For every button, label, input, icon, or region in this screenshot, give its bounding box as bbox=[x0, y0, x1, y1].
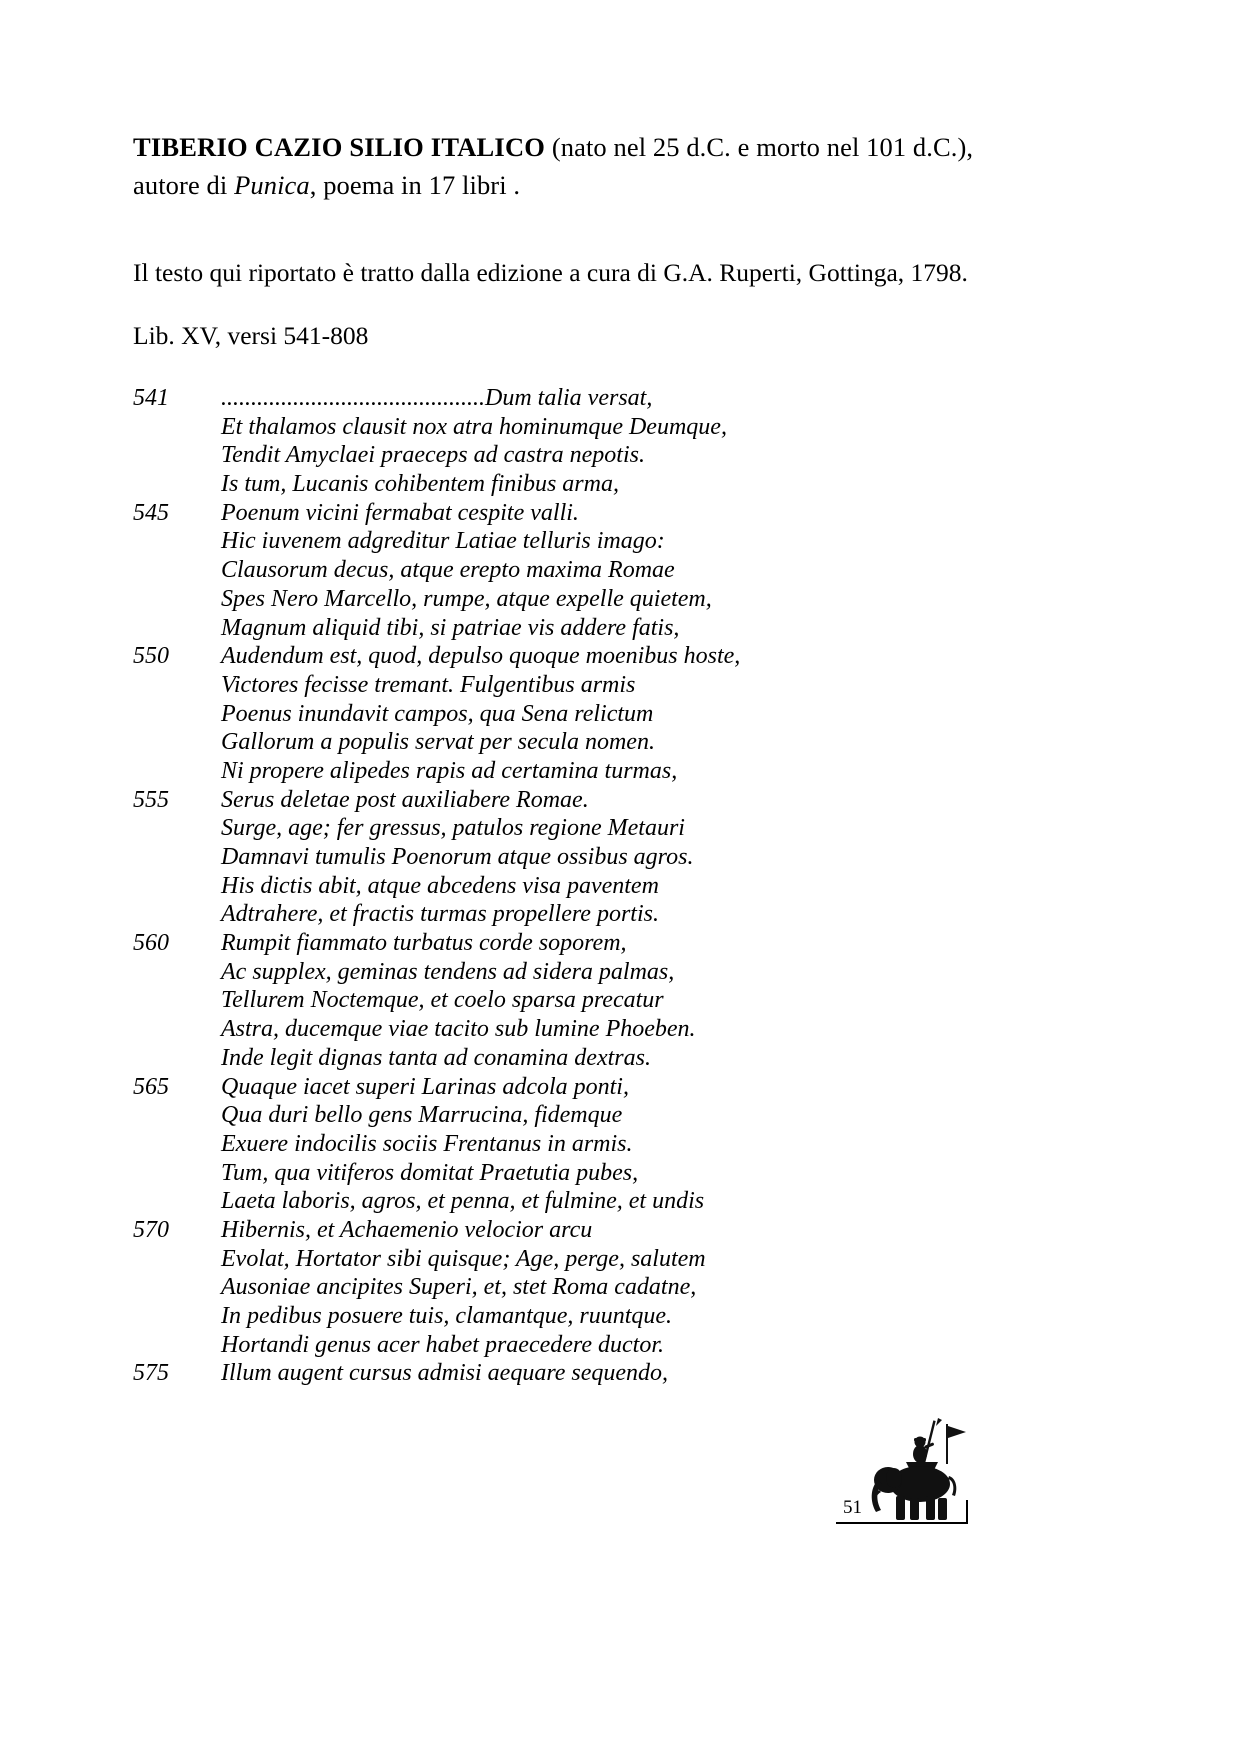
verse-number: 555 bbox=[133, 786, 169, 813]
verse-row bbox=[133, 872, 1013, 901]
verse-list bbox=[133, 384, 1013, 1388]
verse-text: Damnavi tumulis Poenorum atque ossibus agros. bbox=[221, 844, 694, 870]
verse-text: Victores fecisse tremant. Fulgentibus armis bbox=[221, 671, 636, 698]
verse-text: Ac supplex, geminas tendens ad sidera palmas, bbox=[221, 958, 675, 985]
verse-row bbox=[133, 499, 1013, 528]
verse-row bbox=[133, 614, 1013, 643]
verse-row bbox=[133, 929, 1013, 958]
verse-row bbox=[133, 642, 1013, 671]
verse-text: ............................................Dum talia versat, bbox=[221, 385, 653, 411]
verse-text: Magnum aliquid tibi, si patriae vis addere fatis, bbox=[221, 614, 680, 641]
verse-text: In pedibus posuere tuis, clamantque, ruuntque. bbox=[221, 1303, 673, 1329]
verse-row bbox=[133, 757, 1013, 786]
verse-row bbox=[133, 1245, 1013, 1274]
verse-text: Audendum est, quod, depulso quoque moenibus hoste, bbox=[221, 643, 741, 670]
verse-row bbox=[133, 814, 1013, 843]
work-title: Punica bbox=[234, 170, 310, 200]
verse-text: Tendit Amyclaei praeceps ad castra nepotis. bbox=[221, 442, 645, 469]
author-name: TIBERIO CAZIO SILIO ITALICO bbox=[133, 132, 546, 162]
verse-text: Is tum, Lucanis cohibentem finibus arma, bbox=[221, 471, 619, 498]
verse-row bbox=[133, 470, 1013, 499]
verse-row bbox=[133, 556, 1013, 585]
author-dates: (nato nel 25 d.C. e morto nel 101 d.C.), autore di bbox=[133, 132, 974, 200]
verse-row bbox=[133, 786, 1013, 815]
verse-text: Qua duri bello gens Marrucina, fidemque bbox=[221, 1102, 623, 1129]
verse-text: Laeta laboris, agros, et penna, et fulmine, et undis bbox=[221, 1188, 705, 1215]
verse-text: Et thalamos clausit nox atra hominumque Deumque, bbox=[221, 413, 727, 440]
verse-number: 550 bbox=[133, 643, 169, 670]
verse-row bbox=[133, 585, 1013, 614]
verse-row bbox=[133, 1130, 1013, 1159]
footer-rule-horizontal bbox=[836, 1522, 968, 1524]
verse-row bbox=[133, 900, 1013, 929]
verse-row bbox=[133, 1073, 1013, 1102]
verse-row bbox=[133, 1302, 1013, 1331]
verse-text: Tellurem Noctemque, et coelo sparsa precatur bbox=[221, 987, 664, 1014]
verse-text: Spes Nero Marcello, rumpe, atque expelle quietem, bbox=[221, 585, 712, 612]
verse-text: Surge, age; fer gressus, patulos regione Metauri bbox=[221, 815, 685, 842]
page-number: 51 bbox=[843, 1497, 862, 1518]
verse-text: Quaque iacet superi Larinas adcola ponti, bbox=[221, 1073, 629, 1100]
verse-text: Poenum vicini fermabat cespite valli. bbox=[221, 499, 579, 526]
war-elephant-with-rider-icon bbox=[862, 1418, 982, 1528]
verse-text: His dictis abit, atque abcedens visa paventem bbox=[221, 872, 659, 899]
book-reference: Lib. XV, versi 541-808 bbox=[133, 321, 369, 350]
verse-text: Exuere indocilis sociis Frentanus in armis. bbox=[221, 1130, 633, 1157]
verse-text: Hortandi genus acer habet praecedere ductor. bbox=[221, 1331, 665, 1358]
verse-text: Clausorum decus, atque erepto maxima Romae bbox=[221, 557, 675, 584]
verse-number: 575 bbox=[133, 1360, 169, 1387]
verse-number: 570 bbox=[133, 1216, 169, 1243]
verse-row bbox=[133, 1159, 1013, 1188]
verse-row bbox=[133, 671, 1013, 700]
verse-row bbox=[133, 1187, 1013, 1216]
verse-row bbox=[133, 441, 1013, 470]
verse-text: Gallorum a populis servat per secula nomen. bbox=[221, 729, 655, 756]
verse-row bbox=[133, 1273, 1013, 1302]
verse-text: Evolat, Hortator sibi quisque; Age, perge, salutem bbox=[221, 1245, 706, 1272]
verse-row bbox=[133, 1044, 1013, 1073]
verse-text: Hic iuvenem adgreditur Latiae telluris imago: bbox=[221, 528, 665, 555]
verse-text: Serus deletae post auxiliabere Romae. bbox=[221, 786, 589, 813]
edition-note: Il testo qui riportato è tratto dalla edizione a cura di G.A. Ruperti, Gottinga, 1798. bbox=[133, 258, 968, 287]
verse-row bbox=[133, 527, 1013, 556]
verse-text: Inde legit dignas tanta ad conamina dextras. bbox=[221, 1044, 651, 1071]
verse-text: Astra, ducemque viae tacito sub lumine Phoeben. bbox=[221, 1016, 696, 1043]
verse-row bbox=[133, 413, 1013, 442]
verse-row bbox=[133, 700, 1013, 729]
verse-number: 565 bbox=[133, 1073, 169, 1100]
verse-text: Poenus inundavit campos, qua Sena relictum bbox=[221, 700, 654, 727]
work-description: , poema in 17 libri . bbox=[309, 170, 521, 200]
intro-paragraph bbox=[133, 128, 1013, 204]
verse-text: Adtrahere, et fractis turmas propellere portis. bbox=[221, 901, 659, 928]
verse-text: Hibernis, et Achaemenio velocior arcu bbox=[221, 1216, 593, 1243]
verse-row bbox=[133, 986, 1013, 1015]
verse-number: 560 bbox=[133, 930, 169, 957]
verse-row bbox=[133, 1101, 1013, 1130]
page-content bbox=[133, 128, 1013, 1387]
verse-row bbox=[133, 1015, 1013, 1044]
verse-text: Rumpit fiammato turbatus corde soporem, bbox=[221, 930, 627, 957]
verse-text: Ausoniae ancipites Superi, et, stet Roma cadatne, bbox=[221, 1274, 697, 1301]
verse-text: Tum, qua vitiferos domitat Praetutia pubes, bbox=[221, 1159, 639, 1186]
verse-text: Illum augent cursus admisi aequare sequendo, bbox=[221, 1360, 669, 1387]
footer-rule-vertical bbox=[966, 1500, 968, 1524]
verse-row bbox=[133, 384, 1013, 413]
verse-number: 545 bbox=[133, 499, 169, 526]
verse-number: 541 bbox=[133, 385, 169, 411]
verse-row bbox=[133, 1216, 1013, 1245]
verse-row bbox=[133, 1359, 1013, 1388]
verse-text: Ni propere alipedes rapis ad certamina turmas, bbox=[221, 757, 678, 784]
verse-row bbox=[133, 728, 1013, 757]
verse-row bbox=[133, 843, 1013, 872]
verse-row bbox=[133, 958, 1013, 987]
verse-row bbox=[133, 1331, 1013, 1360]
